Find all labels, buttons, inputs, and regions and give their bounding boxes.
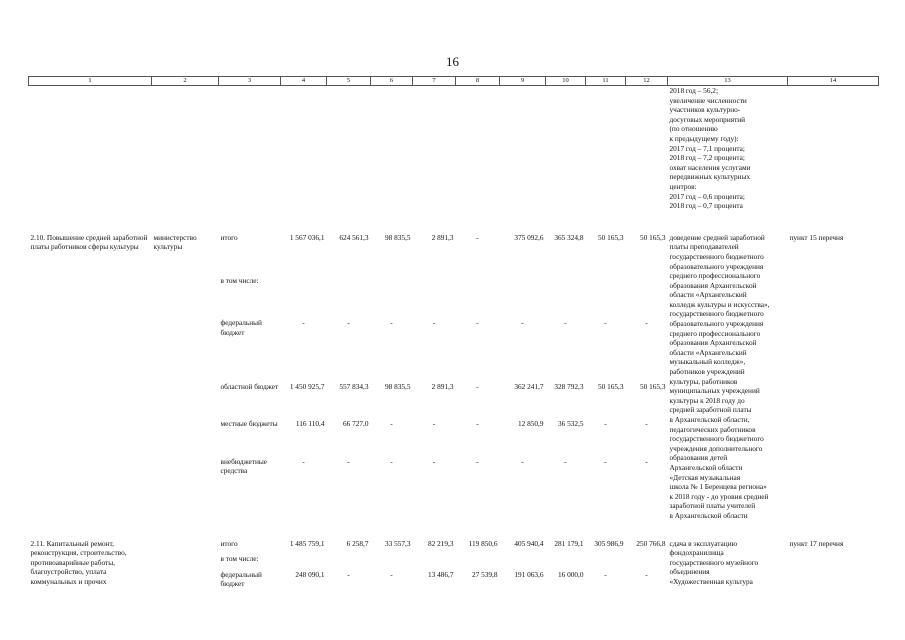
result-line: фондохранилища bbox=[669, 548, 724, 558]
value-cell: - bbox=[347, 318, 350, 328]
empty-cell bbox=[371, 86, 413, 211]
value-cell: 12 850,9 bbox=[517, 419, 544, 429]
value-cell: - bbox=[476, 382, 479, 392]
value-cell: - bbox=[564, 318, 567, 328]
continuation-line: 2018 год – 7,2 процента; bbox=[669, 153, 745, 163]
empty-cell bbox=[788, 86, 879, 211]
continuation-line: 2017 год – 7,1 процента; bbox=[669, 143, 745, 153]
result-line: образовательного учреждения bbox=[669, 261, 764, 271]
column-number-cell: 8 bbox=[456, 77, 500, 86]
result-line: заработной платы учителей bbox=[669, 501, 756, 511]
value-cell: 36 532,5 bbox=[557, 419, 584, 429]
result-line: работников учреждений bbox=[669, 367, 745, 377]
result-line: культуры, работников bbox=[669, 376, 738, 386]
value-cell: 305 986,9 bbox=[594, 538, 624, 548]
activity-title: 2.10. Повышение средней заработной платы работников сферы культуры bbox=[30, 232, 148, 252]
value-cell: - bbox=[521, 318, 524, 328]
value-cell: 116 110,4 bbox=[295, 419, 325, 429]
empty-cell bbox=[586, 86, 626, 211]
value-cell bbox=[546, 276, 586, 319]
funding-source: в том числе: bbox=[220, 554, 259, 564]
result-line: объединения bbox=[669, 567, 710, 577]
empty-cell bbox=[626, 86, 668, 211]
value-cell: - bbox=[645, 318, 648, 328]
table-row bbox=[29, 233, 879, 276]
value-cell: - bbox=[302, 318, 305, 328]
result-line: культуры к 2018 году до bbox=[669, 395, 745, 405]
value-cell bbox=[500, 276, 546, 319]
continuation-line: центров: bbox=[669, 181, 697, 191]
empty-cell bbox=[327, 86, 371, 211]
value-cell bbox=[281, 554, 327, 570]
result-line: школа № 1 Беренцева региона» bbox=[669, 482, 767, 492]
table-row bbox=[29, 539, 879, 555]
value-cell: 1 485 759,1 bbox=[289, 538, 325, 548]
funding-source: федеральный бюджет bbox=[220, 318, 262, 337]
value-cell: 375 092,6 bbox=[514, 232, 544, 242]
continuation-line: участников культурно- bbox=[669, 105, 741, 115]
value-cell: - bbox=[604, 569, 607, 579]
value-cell: 50 165,3 bbox=[597, 382, 624, 392]
continuation-line: увеличение численности bbox=[669, 95, 747, 105]
funding-source: областной бюджет bbox=[220, 382, 279, 392]
value-cell: - bbox=[432, 456, 436, 466]
column-number-cell: 3 bbox=[219, 77, 281, 86]
value-cell bbox=[413, 276, 456, 319]
value-cell: 50 165,3 bbox=[597, 232, 624, 242]
result-line: платы преподавателей bbox=[669, 242, 739, 252]
column-number-cell: 12 bbox=[626, 77, 668, 86]
result-line: сдача в эксплуатацию bbox=[669, 538, 738, 548]
value-cell: - bbox=[432, 318, 436, 328]
column-number-cell: 6 bbox=[371, 77, 413, 86]
result-line: области «Архангельский bbox=[669, 347, 747, 357]
result-line: педагогических работников bbox=[669, 424, 756, 434]
executor-cell bbox=[152, 539, 219, 593]
expected-result bbox=[668, 539, 788, 593]
value-cell: - bbox=[347, 569, 350, 579]
column-number-cell: 14 bbox=[788, 77, 879, 86]
value-cell bbox=[500, 554, 546, 570]
reference-cell: пункт 17 перечня bbox=[789, 538, 844, 548]
column-number-cell: 13 bbox=[668, 77, 788, 86]
result-line: государственного бюджетного bbox=[669, 309, 764, 319]
value-cell: 281 179,1 bbox=[554, 538, 584, 548]
value-cell: 328 792,3 bbox=[554, 382, 584, 392]
empty-cell bbox=[281, 86, 327, 211]
value-cell: - bbox=[604, 456, 607, 466]
value-cell: - bbox=[390, 569, 393, 579]
value-cell bbox=[456, 276, 500, 319]
result-line: образования детей bbox=[669, 453, 728, 463]
result-line: Архангельской области bbox=[669, 462, 743, 472]
value-cell bbox=[456, 554, 500, 570]
value-cell: - bbox=[347, 456, 350, 466]
empty-cell bbox=[456, 86, 500, 211]
continuation-line: к предыдущему году): bbox=[669, 133, 739, 143]
column-number-row bbox=[29, 77, 879, 86]
spacer-cell bbox=[29, 521, 879, 539]
value-cell bbox=[626, 276, 668, 319]
value-cell: 50 165,3 bbox=[639, 232, 666, 242]
value-cell: 2 891,3 bbox=[431, 382, 454, 392]
result-line: области «Архангельский bbox=[669, 290, 747, 300]
value-cell bbox=[626, 554, 668, 570]
value-cell: - bbox=[645, 419, 648, 429]
value-cell: - bbox=[521, 456, 524, 466]
result-line: в Архангельской области, bbox=[669, 415, 750, 424]
value-cell: - bbox=[604, 419, 607, 429]
empty-cell bbox=[500, 86, 546, 211]
section-spacer bbox=[29, 211, 879, 233]
reference-cell: пункт 15 перечня bbox=[789, 232, 844, 242]
value-cell: 362 241,7 bbox=[514, 382, 544, 392]
value-cell: - bbox=[476, 419, 479, 429]
value-cell: 119 850,6 bbox=[468, 538, 498, 548]
result-line: государственного музейного bbox=[669, 557, 759, 567]
value-cell bbox=[546, 554, 586, 570]
result-line: государственного бюджетного bbox=[669, 434, 764, 444]
value-cell: 250 766,8 bbox=[636, 538, 666, 548]
result-line: образования Архангельской bbox=[669, 280, 757, 290]
value-cell: 557 834,3 bbox=[339, 382, 369, 392]
value-cell bbox=[413, 554, 456, 570]
page-number: 16 bbox=[446, 54, 459, 69]
funding-source: в том числе: bbox=[220, 275, 259, 285]
value-cell: 98 835,5 bbox=[384, 232, 411, 242]
value-cell bbox=[586, 276, 626, 319]
empty-cell bbox=[413, 86, 456, 211]
value-cell bbox=[586, 554, 626, 570]
value-cell: - bbox=[390, 419, 393, 429]
value-cell: - bbox=[476, 232, 479, 242]
empty-cell bbox=[546, 86, 586, 211]
value-cell: 1 450 925,7 bbox=[289, 382, 325, 392]
result-line: государственного бюджетного bbox=[669, 251, 764, 261]
funding-source: внебюджетные средства bbox=[220, 456, 268, 476]
result-line: музыкальный колледж», bbox=[669, 357, 746, 367]
continuation-line: досуговых мероприятий bbox=[669, 114, 746, 124]
value-cell bbox=[327, 554, 371, 570]
section-spacer bbox=[29, 521, 879, 539]
result-line: среднего профессионального bbox=[669, 328, 761, 338]
value-cell: - bbox=[302, 456, 305, 466]
value-cell: 98 835,5 bbox=[384, 382, 411, 392]
continuation-line: 2018 год – 0,7 процента bbox=[669, 201, 743, 211]
column-number-cell: 9 bbox=[500, 77, 546, 86]
value-cell bbox=[371, 276, 413, 319]
value-cell: - bbox=[645, 569, 648, 579]
result-line: к 2018 году - до уровня средней bbox=[669, 491, 769, 501]
column-number-cell: 5 bbox=[327, 77, 371, 86]
value-cell bbox=[327, 276, 371, 319]
funding-source: местные бюджеты bbox=[220, 419, 278, 429]
value-cell: 16 000,0 bbox=[557, 569, 584, 579]
continuation-line: передвижных культурных bbox=[669, 172, 751, 182]
value-cell: 248 090,1 bbox=[295, 569, 325, 579]
empty-cell bbox=[219, 86, 281, 211]
funding-source: федеральный бюджет bbox=[220, 569, 262, 589]
value-cell: 1 567 036,1 bbox=[289, 232, 325, 242]
expected-result bbox=[668, 233, 788, 521]
value-cell: 365 324,8 bbox=[554, 232, 584, 242]
value-cell: - bbox=[390, 318, 393, 328]
value-cell: 33 557,3 bbox=[384, 538, 411, 548]
value-cell: 624 561,3 bbox=[339, 232, 369, 242]
program-table bbox=[28, 76, 879, 593]
column-number-cell: 4 bbox=[281, 77, 327, 86]
value-cell: 50 165,3 bbox=[639, 382, 666, 392]
value-cell bbox=[281, 276, 327, 319]
result-line: «Художественная культура bbox=[669, 576, 753, 586]
value-cell: - bbox=[645, 456, 648, 466]
value-cell: 82 219,3 bbox=[427, 538, 454, 548]
value-cell: - bbox=[390, 456, 393, 466]
value-cell: 2 891,3 bbox=[431, 232, 454, 242]
continuation-line: охват населения услугами bbox=[669, 162, 751, 172]
funding-source: итого bbox=[220, 538, 238, 548]
column-number-cell: 10 bbox=[546, 77, 586, 86]
result-line: средней заработной платы bbox=[669, 405, 752, 415]
continuation-row bbox=[29, 86, 879, 211]
result-line: образования Архангельской bbox=[669, 338, 757, 348]
column-number-cell: 7 bbox=[413, 77, 456, 86]
value-cell: - bbox=[604, 318, 607, 328]
value-cell: - bbox=[564, 456, 567, 466]
continuation-line: 2017 год – 0,6 процента; bbox=[669, 191, 745, 201]
result-line: доведение средней заработной bbox=[669, 232, 765, 242]
value-cell: 6 258,7 bbox=[346, 538, 369, 548]
result-line: муниципальных учреждений bbox=[669, 386, 760, 396]
executor-cell: министерство культуры bbox=[153, 232, 197, 252]
empty-cell bbox=[29, 86, 152, 211]
result-line: среднего профессионального bbox=[669, 271, 761, 281]
empty-cell bbox=[152, 86, 219, 211]
activity-title: 2.11. Капитальный ремонт, реконструкция, строительство, противоаварийные работы, благоустройство, уплата коммунальных и прочих bbox=[30, 538, 127, 586]
value-cell: 13 486,7 bbox=[427, 569, 454, 579]
result-line: образовательного учреждения bbox=[669, 319, 764, 329]
value-cell: - bbox=[476, 456, 479, 466]
value-cell bbox=[371, 554, 413, 570]
value-cell: - bbox=[432, 419, 436, 429]
continuation-line: (по отношению bbox=[669, 124, 718, 134]
value-cell: 405 940,4 bbox=[514, 538, 544, 548]
result-line: колледж культуры и искусства», bbox=[669, 299, 770, 309]
value-cell: 66 727,0 bbox=[342, 419, 369, 429]
result-line: «Детская музыкальная bbox=[669, 472, 741, 482]
funding-source: итого bbox=[220, 232, 238, 242]
continuation-cell bbox=[668, 86, 788, 211]
value-cell: 191 063,6 bbox=[514, 569, 544, 579]
spacer-cell bbox=[29, 211, 879, 233]
result-line: в Архангельской области bbox=[669, 510, 748, 520]
value-cell: 27 539,8 bbox=[471, 569, 498, 579]
continuation-line: 2018 год – 56,2; bbox=[669, 86, 718, 95]
result-line: учреждения дополнительного bbox=[669, 443, 763, 453]
column-number-cell: 11 bbox=[586, 77, 626, 86]
column-number-cell: 1 bbox=[29, 77, 152, 86]
column-number-cell: 2 bbox=[152, 77, 219, 86]
value-cell: - bbox=[476, 318, 479, 328]
